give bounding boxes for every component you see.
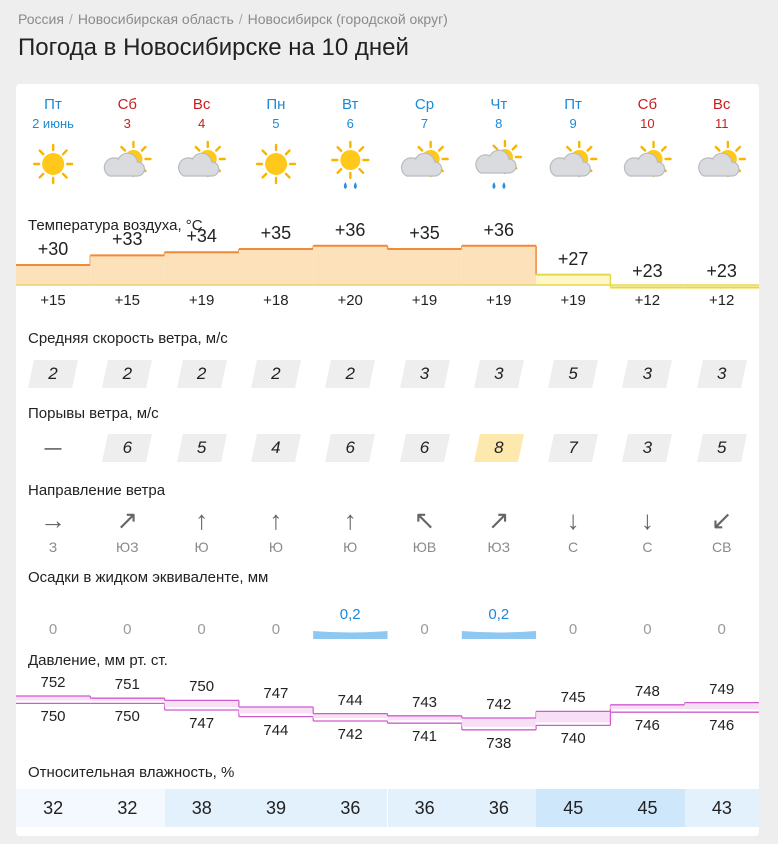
wind-direction-arrow-icon: ↓: [640, 505, 654, 535]
forecast-panel: [16, 84, 759, 836]
precipitation-value: 0: [568, 621, 578, 638]
temperature-min: +12: [708, 292, 735, 309]
pressure-step: [462, 711, 536, 729]
pressure-step: [313, 714, 387, 724]
precipitation-value: 0: [271, 621, 281, 638]
wind-speed-value: 2: [122, 364, 133, 383]
wind-direction-arrow-icon: ↑: [269, 505, 283, 535]
pressure-min: 750: [114, 708, 140, 726]
wind-direction-label-value: Ю: [343, 539, 358, 555]
wind-direction-arrow-icon: ↙: [710, 505, 733, 535]
day-name: Сб: [117, 96, 138, 113]
temperature-step: [536, 275, 610, 288]
temperature-min: +18: [263, 292, 289, 309]
pressure-min: 742: [337, 726, 363, 743]
pressure-min: 738: [486, 734, 512, 752]
wind-direction-label-value: С: [642, 539, 653, 555]
day-name: Пт: [44, 96, 62, 113]
temperature-step: [462, 246, 536, 285]
day-date: 5: [272, 116, 280, 131]
wind-gust-value: 5: [196, 438, 207, 457]
day-date: 6: [346, 116, 354, 131]
day-date: 11: [714, 116, 729, 131]
temperature-max: +34: [186, 226, 217, 247]
cloudy-rain-icon: [476, 141, 521, 189]
humidity-cell: 36: [388, 789, 462, 827]
wind-speed-label: Средняя скорость ветра, м/с: [28, 330, 228, 347]
temperature-min: +15: [114, 292, 141, 309]
day-name: Пн: [266, 96, 286, 113]
wind-gust-value: 3: [642, 438, 653, 457]
partly-cloudy-icon: [624, 142, 670, 176]
temperature-min: +20: [337, 292, 363, 309]
wind-direction-label-value: Ю: [268, 539, 283, 555]
pressure-max: 742: [486, 696, 512, 713]
sun-rain-icon: [332, 142, 368, 189]
humidity-cell: 39: [239, 789, 313, 827]
temperature-max: +23: [632, 261, 663, 282]
pressure-min: 741: [411, 728, 438, 746]
breadcrumb-link-region[interactable]: Новосибирская область: [77, 11, 234, 27]
humidity-cell: 43: [685, 789, 759, 827]
sun-icon: [257, 145, 295, 183]
pressure-max: 751: [114, 676, 140, 694]
temperature-min: +19: [486, 292, 512, 309]
temperature-step: [239, 246, 313, 285]
wind-direction-arrow-icon: →: [40, 505, 66, 535]
wind-gust-value: 6: [122, 438, 133, 457]
breadcrumb: [18, 11, 448, 27]
pressure-min: 746: [634, 717, 660, 735]
day-name: Пт: [564, 96, 582, 113]
precipitation-value: 0: [123, 621, 132, 638]
wind-direction-label-value: ЮЗ: [487, 539, 511, 555]
day-date: 10: [640, 116, 655, 131]
partly-cloudy-icon: [699, 142, 745, 176]
wind-direction-arrow-icon: ↗: [487, 505, 510, 535]
pressure-step: [685, 703, 759, 713]
wind-speed-value: 3: [419, 364, 430, 383]
temperature-min: +19: [188, 292, 215, 309]
pressure-min: 747: [189, 715, 215, 732]
pressure-max: 752: [40, 674, 66, 691]
temperature-step: [685, 285, 759, 289]
pressure-max: 749: [709, 680, 735, 698]
day-date: 7: [420, 116, 429, 131]
pressure-step: [16, 696, 90, 703]
temperature-step: [388, 246, 462, 285]
temperature-min: +15: [40, 292, 66, 309]
wind-speed-value: 3: [642, 364, 653, 383]
day-date: 8: [495, 116, 503, 131]
wind-speed-value: 3: [494, 364, 504, 383]
wind-direction-label-value: ЮВ: [412, 539, 437, 555]
precipitation-value: 0: [197, 621, 206, 638]
wind-gust-value: —: [44, 438, 62, 457]
partly-cloudy-icon: [550, 142, 596, 176]
temperature-max: +23: [706, 261, 737, 282]
humidity-cell: 45: [610, 789, 684, 827]
pressure-max: 748: [634, 682, 660, 700]
breadcrumb-separator: /: [68, 11, 73, 27]
sun-icon: [34, 145, 72, 183]
precipitation-label: Осадки в жидком эквиваленте, мм: [28, 569, 269, 586]
temperature-max: +36: [483, 219, 515, 240]
humidity-cell: 45: [536, 789, 610, 827]
pressure-min: 746: [709, 717, 735, 735]
humidity-cell: 32: [90, 789, 164, 827]
humidity-cell: 36: [313, 789, 387, 827]
wind-direction-arrow-icon: ↓: [566, 505, 580, 535]
day-name: Вс: [712, 96, 731, 113]
partly-cloudy-icon: [402, 142, 448, 176]
temperature-max: +33: [112, 229, 143, 250]
pressure-max: 743: [411, 693, 438, 711]
pressure-step: [610, 703, 684, 713]
temperature-max: +30: [37, 239, 69, 259]
wind-direction-arrow-icon: ↑: [343, 505, 357, 535]
breadcrumb-link-city[interactable]: Новосибирск (городской округ): [247, 11, 448, 27]
wind-gust-value: 6: [419, 438, 430, 457]
pressure-max: 750: [189, 678, 215, 696]
day-name: Вс: [192, 96, 211, 113]
wind-direction-arrow-icon: ↑: [195, 505, 209, 535]
temperature-max: +27: [557, 248, 589, 269]
temperature-step: [313, 246, 387, 285]
day-date: 3: [123, 116, 131, 131]
precipitation-value: 0,2: [339, 606, 361, 623]
temperature-label: Температура воздуха, °C: [28, 217, 203, 234]
precipitation-value: 0: [48, 621, 58, 638]
wind-gust-value: 4: [271, 438, 281, 457]
pressure-step: [239, 707, 313, 721]
wind-direction-arrow-icon: ↗: [116, 505, 139, 535]
wind-gust-value: 7: [568, 438, 578, 457]
precipitation-value: 0: [420, 621, 429, 638]
wind-gusts-label: Порывы ветра, м/с: [28, 405, 159, 422]
temperature-min: +12: [634, 292, 661, 309]
humidity-cell: 36: [462, 789, 536, 827]
temperature-step: [90, 252, 164, 285]
pressure-max: 744: [337, 691, 363, 709]
day-date: 2 июнь: [32, 116, 74, 131]
temperature-step: [610, 285, 684, 289]
day-name: Чт: [490, 96, 508, 113]
day-name: Ср: [414, 96, 435, 113]
wind-direction-label-value: ЮЗ: [115, 539, 139, 555]
partly-cloudy-icon: [179, 142, 225, 176]
pressure-min: 750: [40, 708, 66, 726]
wind-gust-value: 8: [494, 438, 504, 457]
precipitation-bar: [462, 631, 536, 639]
wind-direction-label-value: С: [568, 539, 579, 555]
temperature-min: +19: [411, 292, 438, 309]
precipitation-value: 0: [643, 621, 652, 638]
wind-direction-label: Направление ветра: [28, 482, 166, 499]
day-date: 4: [197, 116, 206, 131]
humidity-label: Относительная влажность, %: [28, 764, 235, 781]
wind-gust-value: 5: [716, 438, 727, 457]
temperature-max: +36: [334, 219, 366, 240]
pressure-max: 745: [560, 689, 586, 707]
pressure-min: 744: [263, 721, 289, 739]
wind-speed-value: 2: [271, 364, 281, 383]
wind-direction-label-value: Ю: [194, 539, 209, 555]
humidity-cell: 32: [16, 789, 90, 827]
pressure-min: 740: [560, 730, 586, 748]
precipitation-value: 0: [717, 621, 726, 638]
breadcrumb-link-country[interactable]: Россия: [18, 11, 64, 27]
wind-speed-value: 2: [196, 364, 207, 383]
partly-cloudy-icon: [104, 142, 150, 176]
page-title: Погода в Новосибирске на 10 дней: [18, 34, 409, 61]
temperature-min: +19: [560, 292, 586, 309]
temperature-max: +35: [260, 223, 292, 243]
pressure-label: Давление, мм рт. ст.: [28, 652, 168, 669]
day-date: 9: [569, 116, 577, 131]
precipitation-value: 0,2: [488, 606, 510, 623]
wind-gust-value: 6: [345, 438, 355, 457]
wind-speed-value: 5: [568, 364, 578, 383]
wind-speed-value: 2: [345, 364, 355, 383]
pressure-step: [536, 705, 610, 726]
wind-direction-label-value: З: [48, 539, 58, 555]
wind-speed-value: 2: [48, 364, 58, 383]
temperature-step: [165, 249, 239, 285]
day-name: Вт: [341, 96, 359, 113]
wind-direction-arrow-icon: ↖: [413, 505, 436, 535]
humidity-cell: 38: [165, 789, 239, 827]
pressure-max: 747: [263, 685, 289, 702]
wind-direction-label-value: СВ: [711, 539, 732, 555]
day-name: Сб: [637, 96, 658, 113]
temperature-max: +35: [409, 223, 440, 243]
breadcrumb-separator: /: [238, 11, 243, 27]
precipitation-bar: [313, 631, 387, 639]
wind-speed-value: 3: [716, 364, 727, 383]
